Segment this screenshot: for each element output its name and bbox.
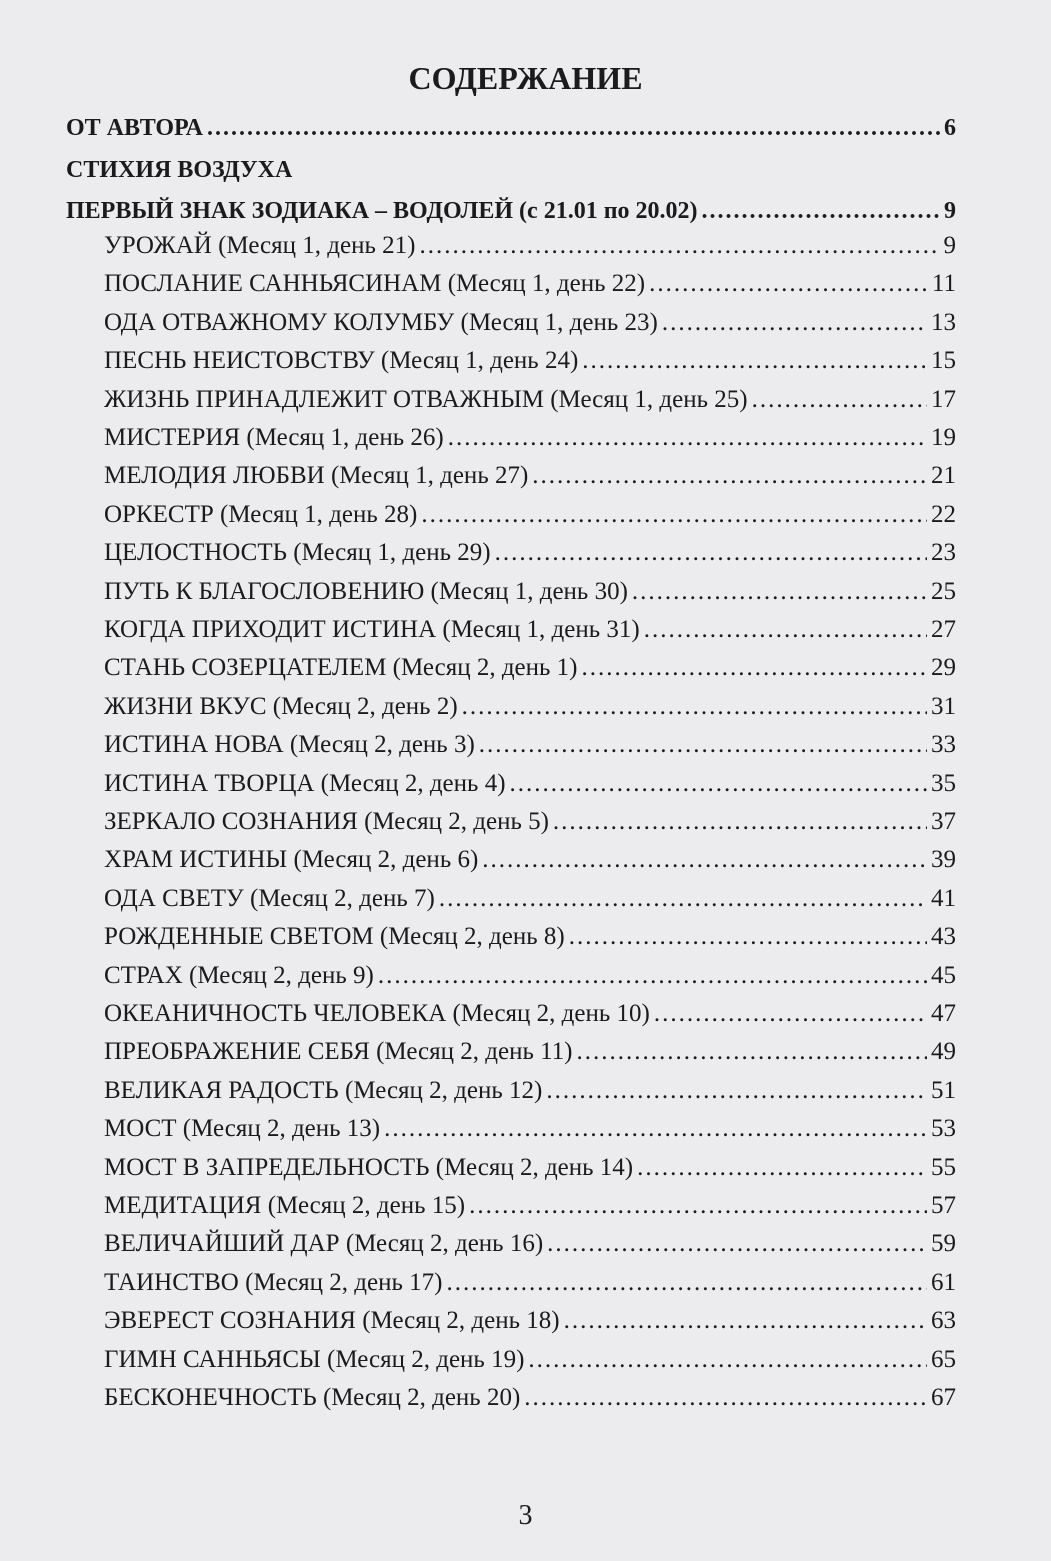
dot-leader (553, 808, 927, 836)
dot-leader (582, 654, 927, 682)
dot-leader (637, 1154, 927, 1182)
toc-entry-label: МОСТ (Месяц 2, день 13) (104, 1115, 381, 1143)
toc-entry-label: ОДА СВЕТУ (Месяц 2, день 7) (104, 884, 435, 912)
toc-entry-page: 51 (931, 1076, 956, 1104)
page-title: СОДЕРЖАНИЕ (408, 60, 643, 96)
toc-entry (104, 1000, 956, 1028)
toc-entry-label: ПРЕОБРАЖЕНИЕ СЕБЯ (Месяц 2, день 11) (104, 1038, 573, 1066)
toc-entry (104, 693, 956, 721)
toc-entry (104, 1154, 956, 1182)
toc-entry-page: 29 (931, 654, 956, 682)
toc-entry-label: БЕСКОНЕЧНОСТЬ (Месяц 2, день 20) (104, 1384, 521, 1411)
toc-entry-label: ЖИЗНИ ВКУС (Месяц 2, день 2) (104, 692, 458, 720)
dot-leader (207, 115, 940, 142)
toc-entry-page: 15 (931, 347, 956, 375)
toc-entry (104, 808, 956, 836)
toc-entry-label: ЭВЕРЕСТ СОЗНАНИЯ (Месяц 2, день 18) (104, 1307, 560, 1335)
toc-entry-page: 53 (931, 1115, 956, 1143)
dot-leader (582, 347, 927, 375)
toc-section-entry (66, 115, 956, 142)
toc-entry (104, 539, 956, 567)
toc-entry-label: МЕЛОДИЯ ЛЮБВИ (Месяц 1, день 27) (104, 462, 529, 490)
toc-entry-label: ТАИНСТВО (Месяц 2, день 17) (104, 1268, 443, 1296)
dot-leader (569, 923, 927, 951)
toc-entry-label: ЗЕРКАЛО СОЗНАНИЯ (Месяц 2, день 5) (104, 808, 549, 835)
dot-leader (546, 1077, 927, 1105)
toc-entry-page: 49 (931, 1038, 956, 1066)
toc-entry-page: 65 (931, 1345, 956, 1373)
toc-entry (104, 616, 956, 644)
toc-entry-label: ПУТЬ К БЛАГОСЛОВЕНИЮ (Месяц 1, день 30) (104, 577, 628, 605)
toc-entry-page: 19 (931, 424, 956, 451)
toc-entry-page: 13 (931, 308, 956, 336)
toc-entry-label: ХРАМ ИСТИНЫ (Месяц 2, день 6) (104, 846, 479, 874)
toc-entry (104, 654, 956, 682)
toc-entry (104, 347, 956, 375)
toc-entry (104, 1038, 956, 1066)
toc-entry (104, 1115, 956, 1143)
toc-entry (104, 386, 956, 414)
dot-leader (547, 1230, 927, 1258)
toc-entry-page: 41 (931, 884, 956, 912)
toc-entry (104, 1269, 956, 1297)
dot-leader (439, 885, 927, 913)
toc-entry-label: ВЕЛИЧАЙШИЙ ДАР (Месяц 2, день 16) (104, 1230, 544, 1258)
toc-entry (104, 1307, 956, 1335)
dot-leader (462, 693, 927, 721)
toc-entry-page: 43 (931, 923, 956, 951)
toc-entry (104, 1230, 956, 1258)
dot-leader (378, 962, 927, 990)
toc-entry-label: ОРКЕСТР (Месяц 1, день 28) (104, 500, 418, 528)
toc-entry-page: 67 (931, 1384, 956, 1411)
dot-leader (564, 1307, 927, 1335)
toc-section-entry (66, 198, 956, 225)
toc-entry (104, 1384, 956, 1412)
toc-entry-page: 9 (944, 198, 956, 224)
toc-entry-label: ГИМН САННЬЯСЫ (Месяц 2, день 19) (104, 1345, 525, 1373)
toc-entry-label: ЖИЗНЬ ПРИНАДЛЕЖИТ ОТВАЖНЫМ (Месяц 1, день 25) (104, 385, 748, 413)
dot-leader (654, 1000, 927, 1028)
toc-entry-page: 37 (931, 808, 956, 835)
toc-entry-label: СТИХИЯ ВОЗДУХА (66, 157, 293, 183)
dot-leader (495, 539, 927, 567)
toc-entry-label: ИСТИНА ТВОРЦА (Месяц 2, день 4) (104, 769, 506, 797)
toc-entry-page: 9 (943, 232, 956, 259)
toc-entry-page: 22 (931, 500, 956, 528)
toc-entry (104, 846, 956, 874)
toc-entry (104, 770, 956, 798)
toc-entry-page: 45 (931, 961, 956, 989)
toc-entry-label: МОСТ В ЗАПРЕДЕЛЬНОСТЬ (Месяц 2, день 14) (104, 1153, 634, 1181)
toc-entry (104, 578, 956, 606)
dot-leader (644, 616, 927, 644)
toc-entry-page: 39 (931, 846, 956, 874)
toc-entry-label: ОДА ОТВАЖНОМУ КОЛУМБУ (Месяц 1, день 23) (104, 308, 658, 336)
page-number: 3 (518, 1500, 533, 1531)
toc-entry (104, 885, 956, 913)
toc-entry-label: МЕДИТАЦИЯ (Месяц 2, день 15) (104, 1192, 466, 1219)
toc-entry-label: ПЕСНЬ НЕИСТОВСТВУ (Месяц 1, день 24) (104, 347, 579, 375)
dot-leader (469, 1192, 927, 1220)
toc-entry (104, 501, 956, 529)
toc-entry (104, 1077, 956, 1105)
toc-entry-page: 61 (931, 1268, 956, 1296)
toc-entry (104, 962, 956, 990)
toc-entry (104, 309, 956, 337)
toc-entry-label: ПЕРВЫЙ ЗНАК ЗОДИАКА – ВОДОЛЕЙ (с 21.01 по 20.02) (66, 198, 698, 224)
toc-entry-page: 25 (931, 577, 956, 605)
toc-entry-page: 55 (931, 1153, 956, 1181)
toc-entry-label: ИСТИНА НОВА (Месяц 2, день 3) (104, 731, 475, 759)
toc-entry (104, 731, 956, 759)
dot-leader (524, 1384, 927, 1412)
toc-entry-page: 27 (931, 616, 956, 643)
dot-leader (510, 770, 927, 798)
toc-entry (104, 232, 956, 260)
dot-leader (446, 1269, 927, 1297)
dot-leader (479, 731, 927, 759)
toc-entry-label: УРОЖАЙ (Месяц 1, день 21) (104, 232, 416, 259)
toc-section-entry (66, 157, 956, 184)
toc-entry-label: РОЖДЕННЫЕ СВЕТОМ (Месяц 2, день 8) (104, 923, 565, 951)
toc-entry (104, 1346, 956, 1374)
toc-entry-page: 17 (931, 385, 956, 413)
toc-entry-label: КОГДА ПРИХОДИТ ИСТИНА (Месяц 1, день 31) (104, 616, 640, 643)
toc-entry-page: 11 (931, 270, 956, 298)
toc-entry (104, 270, 956, 298)
dot-leader (482, 846, 927, 874)
toc-entry-label: СТАНЬ СОЗЕРЦАТЕЛЕМ (Месяц 2, день 1) (104, 654, 578, 682)
dot-leader (577, 1038, 927, 1066)
dot-leader (649, 270, 928, 298)
toc-entry-label: ВЕЛИКАЯ РАДОСТЬ (Месяц 2, день 12) (104, 1076, 543, 1104)
toc-entry-page: 47 (931, 1000, 956, 1027)
toc-entry (104, 424, 956, 452)
dot-leader (632, 578, 927, 606)
dot-leader (384, 1115, 927, 1143)
toc-entry-page: 59 (931, 1230, 956, 1258)
toc-entry-label: ОТ АВТОРА (66, 115, 203, 141)
dot-leader (702, 198, 940, 225)
toc-entry-page: 33 (931, 731, 956, 759)
dot-leader (532, 462, 927, 490)
dot-leader (421, 501, 927, 529)
dot-leader (662, 309, 927, 337)
toc-entry-page: 23 (931, 539, 956, 567)
toc-entry-label: СТРАХ (Месяц 2, день 9) (104, 961, 374, 989)
toc-entry-label: ЦЕЛОСТНОСТЬ (Месяц 1, день 29) (104, 539, 491, 567)
toc-entry-page: 57 (931, 1192, 956, 1219)
dot-leader (419, 232, 939, 260)
toc-entry-page: 63 (931, 1307, 956, 1335)
toc-entry-label: МИСТЕРИЯ (Месяц 1, день 26) (104, 424, 444, 451)
dot-leader (448, 424, 927, 452)
dot-leader (752, 386, 927, 414)
toc-entry-page: 35 (931, 769, 956, 797)
toc-entry-label: ОКЕАНИЧНОСТЬ ЧЕЛОВЕКА (Месяц 2, день 10) (104, 1000, 650, 1027)
toc-entry-page: 31 (931, 692, 956, 720)
toc-entry-page: 21 (931, 462, 956, 490)
toc-entry (104, 462, 956, 490)
toc-entry (104, 923, 956, 951)
toc-entry (104, 1192, 956, 1220)
dot-leader (528, 1346, 927, 1374)
toc-entry-page: 6 (944, 115, 956, 141)
toc-entry-label: ПОСЛАНИЕ САННЬЯСИНАМ (Месяц 1, день 22) (104, 270, 646, 298)
